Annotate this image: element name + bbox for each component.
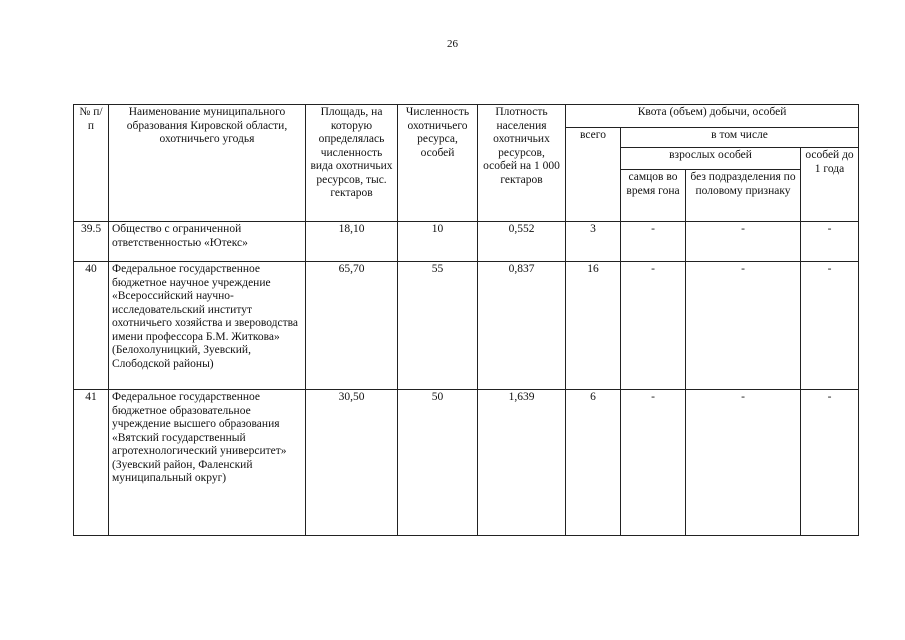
header-quota: Квота (объем) добычи, особей [566, 105, 859, 128]
header-no: № п/п [74, 105, 109, 222]
header-area: Площадь, на которую определялась численность вида охотничьих ресурсов, тыс. гектаров [306, 105, 398, 222]
header-name: Наименование муниципального образования Кировской области, охотничьего угодья [109, 105, 306, 222]
row-name: Федеральное государственное бюджетное научное учреждение «Всероссийский научно-исследовательский институт охотничьего хозяйства и звероводства имени профессора Б.М. Житкова» (Белохолуницкий, Зуевский, Слободской районы) [109, 262, 306, 390]
header-density: Плотность населения охотничьих ресурсов, особей на 1 000 гектаров [478, 105, 566, 222]
row-no-sex: - [686, 262, 801, 390]
header-total: всего [566, 128, 621, 222]
header-no-sex-division: без подразделения по половому признаку [686, 170, 801, 222]
row-total: 3 [566, 222, 621, 262]
row-total: 16 [566, 262, 621, 390]
row-males-rut: - [621, 390, 686, 536]
row-no: 39.5 [74, 222, 109, 262]
row-count: 50 [398, 390, 478, 536]
row-name: Федеральное государственное бюджетное образовательное учреждение высшего образования «Вятский государственный агротехнологический университет» (Зуевский район, Фаленский муниципальный округ) [109, 390, 306, 536]
page-number: 26 [447, 38, 458, 50]
row-density: 0,552 [478, 222, 566, 262]
header-males-rut: самцов во время гона [621, 170, 686, 222]
row-density: 1,639 [478, 390, 566, 536]
row-name: Общество с ограниченной ответственностью «Ютекс» [109, 222, 306, 262]
row-males-rut: - [621, 222, 686, 262]
row-no-sex: - [686, 222, 801, 262]
row-no: 40 [74, 262, 109, 390]
table-row [74, 390, 859, 536]
row-under1: - [801, 262, 859, 390]
row-no-sex: - [686, 390, 801, 536]
row-total: 6 [566, 390, 621, 536]
table-row [74, 222, 859, 262]
row-area: 65,70 [306, 262, 398, 390]
header-under1: особей до 1 года [801, 148, 859, 222]
table-row [74, 262, 859, 390]
row-area: 30,50 [306, 390, 398, 536]
row-males-rut: - [621, 262, 686, 390]
row-count: 55 [398, 262, 478, 390]
header-including: в том числе [621, 128, 859, 148]
row-density: 0,837 [478, 262, 566, 390]
row-area: 18,10 [306, 222, 398, 262]
quota-table [73, 104, 859, 536]
row-under1: - [801, 390, 859, 536]
header-count: Численность охотничьего ресурса, особей [398, 105, 478, 222]
table-header [74, 105, 859, 222]
row-count: 10 [398, 222, 478, 262]
header-adults: взрослых особей [621, 148, 801, 170]
row-no: 41 [74, 390, 109, 536]
row-under1: - [801, 222, 859, 262]
